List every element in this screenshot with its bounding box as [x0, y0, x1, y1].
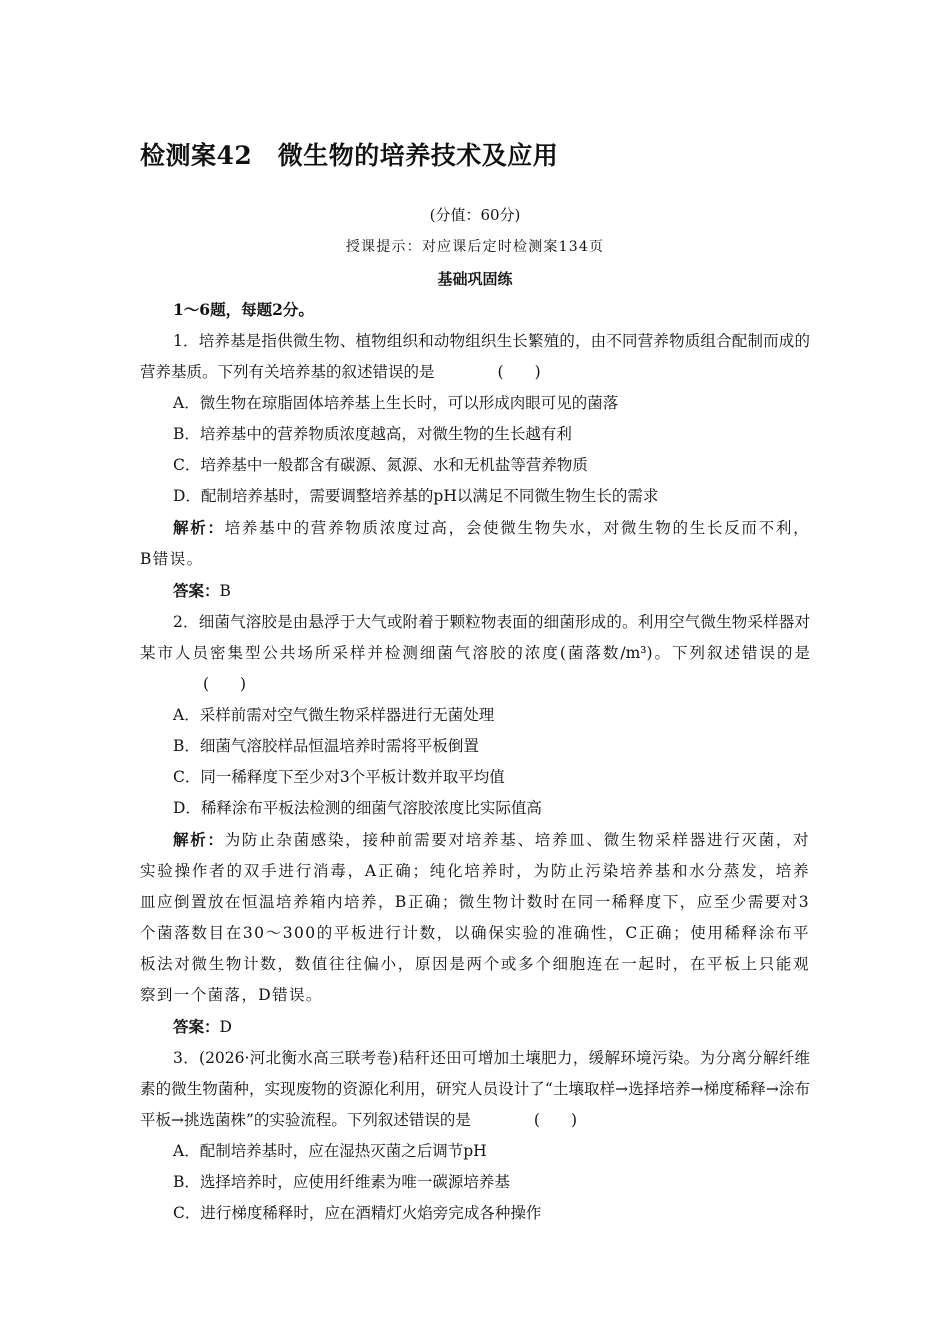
question-1-analysis: 解析：培养基中的营养物质浓度过高，会使微生物失水，对微生物的生长反而不利，B错误。 — [140, 518, 811, 568]
question-1-stem: 1．培养基是指供微生物、植物组织和动物组织生长繁殖的，由不同营养物质组合配制而成的营养基质。下列有关培养基的叙述错误的是 ( ) — [140, 326, 810, 388]
answer-blank: ( ) — [203, 675, 247, 693]
question-2-option-d: D．稀释涂布平板法检测的细菌气溶胶浓度比实际值高 — [173, 799, 542, 817]
question-3-option-c: C．进行梯度稀释时，应在酒精灯火焰旁完成各种操作 — [173, 1204, 542, 1222]
question-2-option-c: C．同一稀释度下至少对3个平板计数并取平均值 — [173, 768, 505, 786]
teaching-hint: 授课提示：对应课后定时检测案134页 — [345, 239, 605, 255]
page-title: 检测案42 微生物的培养技术及应用 — [140, 141, 559, 170]
question-body — [140, 294, 810, 1229]
question-1-answer: 答案：B — [173, 581, 231, 600]
question-2-answer: 答案：D — [173, 1017, 232, 1036]
question-1-option-c: C．培养基中一般都含有碳源、氮源、水和无机盐等营养物质 — [173, 456, 588, 474]
question-1-option-a: A．微生物在琼脂固体培养基上生长时，可以形成肉眼可见的菌落 — [173, 394, 619, 412]
question-2-option-a: A．采样前需对空气微生物采样器进行无菌处理 — [173, 706, 495, 724]
question-2-analysis: 解析：为防止杂菌感染，接种前需要对培养基、培养皿、微生物采样器进行灭菌，对实验操作者的双手进行消毒，A正确；纯化培养时，为防止污染培养基和水分蒸发，培养皿应倒置放在恒温培养箱内培养，B正确；微生物计数时在同一稀释度下，应至少需要对3个菌落数目在30～300的平板进行计数，以确保实验的准确性，C正确；使用稀释涂布平板法对微生物计数，数值往往偏小，原因是两个或多个细胞连在一起时，在平板上只能观察到一个菌落，D错误。 — [140, 830, 811, 1004]
question-2-stem: 2．细菌气溶胶是由悬浮于大气或附着于颗粒物表面的细菌形成的。利用空气微生物采样器对某市人员密集型公共场所采样并检测细菌气溶胶的浓度(菌落数/m³)。下列叙述错误的是( ) — [140, 607, 810, 700]
section-heading: 基础巩固练 — [437, 270, 513, 288]
question-1-option-b: B．培养基中的营养物质浓度越高，对微生物的生长越有利 — [173, 425, 572, 443]
question-2-option-b: B．细菌气溶胶样品恒温培养时需将平板倒置 — [173, 737, 479, 755]
answer-blank: ( ) — [533, 1111, 578, 1129]
score-note: (分值：60分) — [429, 206, 521, 224]
question-1-option-d: D．配制培养基时，需要调整培养基的pH以满足不同微生物生长的需求 — [173, 487, 659, 505]
answer-blank: ( ) — [497, 363, 541, 381]
intro-line: 1～6题，每题2分。 — [173, 300, 314, 319]
question-3-stem: 3．(2026·河北衡水高三联考卷)秸秆还田可增加土壤肥力，缓解环境污染。为分离分解纤维素的微生物菌种，实现废物的资源化利用，研究人员设计了“土壤取样→选择培养→梯度稀释→涂布平板→挑选菌株”的实验流程。下列叙述错误的是 ( ) — [140, 1043, 810, 1136]
question-3-option-a: A．配制培养基时，应在湿热灭菌之后调节pH — [173, 1142, 487, 1160]
question-3-option-b: B．选择培养时，应使用纤维素为唯一碳源培养基 — [173, 1173, 510, 1191]
